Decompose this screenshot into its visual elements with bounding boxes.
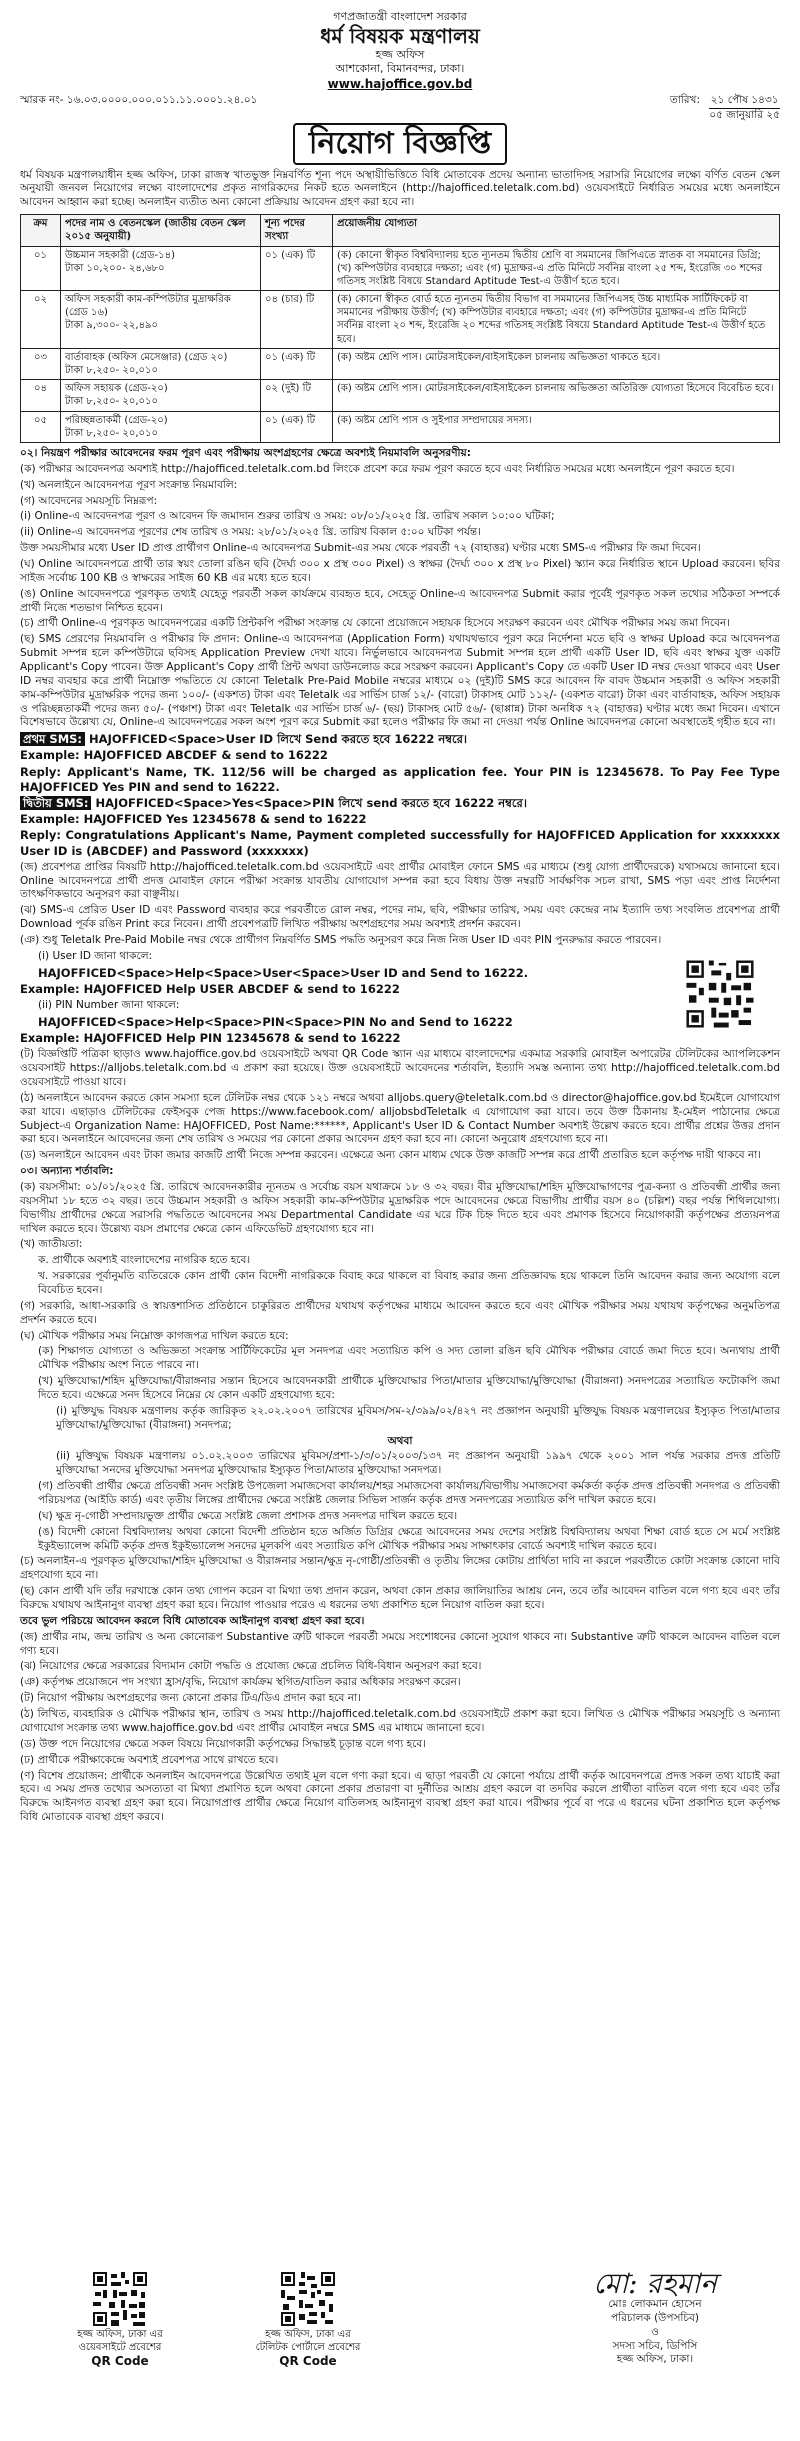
signatory-office: হজ্জ অফিস, ঢাকা। [616, 2353, 694, 2366]
sms-second-cmd: HAJOFFICED<Space>Yes<Space>PIN লিখে send করতে হবে 16222 নম্বরে। [95, 796, 527, 810]
page-title: নিয়োগ বিজ্ঞপ্তি [293, 123, 507, 165]
row-qualification: (ক) অষ্টম শ্রেণি পাস ও সুইপার সম্প্রদায়ের সদস্য। [333, 411, 780, 442]
post-scale: টাকা ৮,২৫০- ২০,০১০ [65, 365, 159, 377]
paragraph: (ঘ) ক্ষুদ্র নৃ-গোষ্ঠী সম্প্রদায়ভুক্ত প্রার্থীর ক্ষেত্রে সংশ্লিষ্ট জেলা প্রশাসক প্রদত্ত সনদপত্র দাখিল করতে হবে। [38, 1509, 458, 1522]
paragraph: ক. প্রার্থীকে অবশ্যই বাংলাদেশের নাগরিক হতে হবে। [38, 1254, 251, 1267]
paragraph: (ক) বয়সসীমা: ০১/০১/২০২৫ খ্রি. তারিখে আবেদনকারীর ন্যূনতম ও সর্বোচ্চ বয়স যথাক্রমে ১৮ ও ৩২ বছর। বীর মুক্তিযোদ্ধা/শহিদ মুক্তিযোদ্ধাগণের পুত্র-কন্যা ও প্রতিবন্ধী প্রার্থীর জন্য বয়সসীমা ১৮ হতে ৩২ বছর। তবে উচ্চমান সহকারী ও অফিস সহকারী কাম-কম্পিউটার মুদ্রাক্ষরিক পদে আবেদনের ক্ষেত্রে বিভাগীয় প্রার্থীর বয়স ৪০ (চল্লিশ) বছর পর্যন্ত শিথিলযোগ্য। বিভাগীয় প্রার্থীদের ক্ষেত্রে সরাসরি পদ্ধতিতে আবেদনের সময় Departmental Candidate এর ঘরে টিক চিহ্ন দিতে হবে এবং প্রমাণক হিসেবে নিয়োগকারী কর্তৃপক্ষের প্রত্যয়নপত্র দাখিল করতে হবে। উল্লেখ্য বয়স প্রমাণের ক্ষেত্রে কোন এফিডেভিট গ্রহণযোগ্য হবে না। [20, 1180, 780, 1235]
qr-label: QR Code [279, 2354, 337, 2369]
paragraph-or: অথবা [387, 1434, 413, 1447]
row-serial: ০৪ [21, 380, 61, 411]
signatory-role: সদস্য সচিব, ডিপিসি [612, 2339, 698, 2352]
paragraph: (ছ) কোন প্রার্থী যদি তাঁর দরখাস্তে কোন তথ্য গোপন করেন বা মিথ্যা তথ্য প্রদান করেন, অথবা কোন প্রকার জালিয়াতির আশ্রয় নেন, তবে তাঁর আবেদন বাতিল বলে গণ্য হবে এবং তাঁর বিরুদ্ধে যথাযথ আইনানুগ ব্যবস্থা গ্রহণ করা হবে। নিয়োগ পাওয়ার পরেও এ ধরনের তথ্য প্রকাশিত হলে নিয়োগ বাতিল করা হবে। [20, 1585, 780, 1612]
recover-uid-label: (i) User ID জানা থাকলে: [38, 949, 153, 962]
table-row [21, 291, 780, 349]
table-header-row [21, 215, 780, 246]
qr-code-icon[interactable] [91, 2270, 149, 2328]
govt-line: গণপ্রজাতন্ত্রী বাংলাদেশ সরকার [333, 10, 467, 23]
paragraph: (গ) প্রতিবন্ধী প্রার্থীর ক্ষেত্রে প্রতিবন্ধী সনদ সংশ্লিষ্ট উপজেলা সমাজসেবা কার্যালয়/শহর সমাজসেবা কার্যালয়/বিভাগীয় সমাজসেবা কর্মকর্তা কর্তৃক প্রদত্ত প্রতিবন্ধী সনদপত্র ও প্রতিবন্ধী পরিচয়পত্র (আইডি কার্ড) এবং তৃতীয় লিঙ্গের প্রার্থীদের ক্ষেত্রে সংশ্লিষ্ট জেলার সিভিল সার্জন কর্তৃক প্রদত্ত সনদপত্রের সত্যায়িত কপি দাখিল করতে হবে। [38, 1480, 780, 1507]
post-name: অফিস সহকারী কাম-কম্পিউটার মুদ্রাক্ষরিক (গ্রেড ১৬) [65, 294, 231, 319]
row-post [61, 291, 261, 349]
signatory-designation: পরিচালক (উপসচিব) [610, 2311, 700, 2324]
paragraph: (ড) উক্ত পদে নিয়োগের ক্ষেত্রে সকল বিষয়ে নিয়োগকারী কর্তৃপক্ষের সিদ্ধান্তই চূড়ান্ত বলে গণ্য হবে। [20, 1737, 426, 1750]
row-qualification: (ক) কোনো স্বীকৃত বোর্ড হতে ন্যূনতম দ্বিতীয় বিভাগ বা সমমানের জিপিএসহ উচ্চ মাধ্যমিক সার্টিফিকেট বা সমমানের পরীক্ষায় উত্তীর্ণ; (খ) কম্পিউটার ব্যবহারে দক্ষতা; এবং (গ) কম্পিউটার মুদ্রাক্ষর-এ প্রতি মিনিটে সর্বনিম্ন বাংলা ২০ শব্দ, ইংরেজি ২০ শব্দের গতিসহ সংশ্লিষ্ট বিষয়ে Standard Aptitude Test-এ উত্তীর্ণ হতে হবে। [333, 291, 780, 349]
qr-code-icon[interactable] [279, 2270, 337, 2328]
row-post [61, 246, 261, 291]
date-english: ০৫ জানুয়ারি ২৫ [709, 109, 780, 122]
sms-section [20, 732, 780, 858]
post-name: উচ্চমান সহকারী (গ্রেড-১৪) [65, 249, 176, 261]
memo-number: স্মারক নং- ১৬.০৩.০০০০.০০০.০১১.১১.০০০১.২৪.০১ [20, 94, 258, 107]
date-label: তারিখ: [669, 94, 700, 107]
memo-row [20, 94, 780, 123]
intro-paragraph: ধর্ম বিষয়ক মন্ত্রণালয়াধীন হজ্জ অফিস, ঢাকা রাজস্ব খাতভুক্ত নিম্নবর্ণিত শূন্য পদে অস্থায়ীভিত্তিতে বিধি মোতাবেক প্রদেয় অন্যান্য ভাতাদিসহ সরাসরি নিয়োগের লক্ষ্যে বর্ণিত বেতন স্কেল অনুযায়ী জনবল নিয়োগের লক্ষ্যে বাংলাদেশের প্রকৃত নাগরিকদের নিকট হতে অনলাইনে (http://hajofficed.teletalk.com.bd) ওয়েবসাইটে নির্ধারিত সময়ের মধ্যে অনলাইনে আবেদন আহ্বান করা হচ্ছে। অনলাইন ব্যতীত অন্য কোনো প্রক্রিয়ায় আবেদন গ্রহণ করা হবে না। [20, 168, 780, 209]
post-scale: টাকা ১০,২০০- ২৪,৬৮০ [65, 262, 165, 274]
paragraph: (খ) মুক্তিযোদ্ধা/শহিদ মুক্তিযোদ্ধা/বীরাঙ্গনার সন্তান হিসেবে আবেদনকারী প্রার্থীকে মুক্তিযোদ্ধার পিতা/মাতার মুক্তিযোদ্ধা/মুক্তিযোদ্ধা (বীরাঙ্গনা) সনদপত্রের সত্যায়িত ফটোকপি জমা দিতে হবে। এক্ষেত্রে সনদ হিসেবে নিম্নের যে কোন একটি গ্রহণযোগ্য হবে: [38, 1375, 780, 1402]
row-count: ০১ (এক) টি [261, 246, 333, 291]
paragraph: (ঞ) কর্তৃপক্ষ প্রয়োজনে পদ সংখ্যা হ্রাস/বৃদ্ধি, নিয়োগ কার্যক্রম স্থগিত/বাতিল করার অধিকার সংরক্ষণ করেন। [20, 1676, 461, 1689]
paragraph: (ii) মুক্তিযুদ্ধ বিষয়ক মন্ত্রণালয় ০১.০২.২০০৩ তারিখের মুবিমস/প্রশা-১/৩/০১/২০০৩/১৩৭ নং প্রজ্ঞাপন অনুযায়ী ১৯৯৭ থেকে ২০০১ সাল পর্যন্ত সরকার প্রদত্ত প্রতিটি মুক্তিযোদ্ধা সনদের মুক্তিযোদ্ধা সনদপত্র মুক্তিযোদ্ধার ইস্যুকৃত পিতা/মাতার মুক্তিযোদ্ধা সনদপত্র। [56, 1450, 780, 1477]
qr-caption: হজ্জ অফিস, ঢাকা এর টেলিটক পোর্টালে প্রবেশের [255, 2329, 361, 2354]
row-post [61, 348, 261, 379]
recover-pin-example: Example: HAJOFFICED Help PIN 12345678 & send to 16222 [20, 1031, 401, 1046]
col-serial: ক্রম [21, 215, 61, 246]
row-qualification: (ক) কোনো স্বীকৃত বিশ্ববিদ্যালয় হতে ন্যূনতম দ্বিতীয় শ্রেণি বা সমমানের জিপিএতে স্নাতক বা সমমানের ডিগ্রি; (খ) কম্পিউটার ব্যবহারে দক্ষতা; এবং (গ) মুদ্রাক্ষর-এ প্রতি মিনিটে সর্বনিম্ন বাংলা ২৫ শব্দ, ইংরেজি ৩০ শব্দের গতিসহ সংশ্লিষ্ট বিষয়ে Standard Aptitude Test-এ উত্তীর্ণ হতে হবে। [333, 246, 780, 291]
post-scale: টাকা ৯,৩০০- ২২,৪৯০ [65, 320, 159, 332]
recovery-section [20, 950, 780, 1046]
footer [20, 2267, 780, 2441]
row-count: ০১ (এক) টি [261, 411, 333, 442]
paragraph: (ii) Online-এ আবেদনপত্র পূরণের শেষ তারিখ ও সময়: ২৮/০১/২০২৫ খ্রি. তারিখ বিকাল ৫:০০ ঘটিকা পর্যন্ত। [20, 526, 481, 539]
col-post: পদের নাম ও বেতনস্কেল (জাতীয় বেতন স্কেল ২০১৫ অনুযায়ী) [61, 215, 261, 246]
signature-block [540, 2267, 770, 2367]
row-count: ০২ (দুই) টি [261, 380, 333, 411]
row-qualification: (ক) অষ্টম শ্রেণি পাস। মোটরসাইকেল/বাইসাইকেল চালনায় অভিজ্ঞতা থাকতে হবে। [333, 348, 780, 379]
signatory-role-conj: ও [651, 2325, 659, 2338]
row-count: ০৪ (চার) টি [261, 291, 333, 349]
paragraph: (ঝ) নিয়োগের ক্ষেত্রে সরকারের বিদ্যমান কোটা পদ্ধতি ও প্রযোজ্য ক্ষেত্রে প্রচলিত বিধি-বিধান অনুসরণ করা হবে। [20, 1660, 482, 1673]
row-post [61, 411, 261, 442]
paragraph: (ঝ) SMS-এ প্রেরিত User ID এবং Password ব্যবহার করে পরবর্তীতে রোল নম্বর, পদের নাম, ছবি, পরীক্ষার তারিখ, সময় এবং কেন্দ্রের নাম ইত্যাদি তথ্য সংবলিত প্রবেশপত্র প্রার্থী Download পূর্বক রঙিন Print করে নিবেন। প্রার্থী প্রবেশপত্রটি লিখিত পরীক্ষায় অংশগ্রহণের সময় অবশ্যই প্রদর্শন করবেন। [20, 904, 780, 931]
row-serial: ০৩ [21, 348, 61, 379]
qr-label: QR Code [91, 2354, 149, 2369]
qr-caption: হজ্জ অফিস, ঢাকা এর ওয়েবসাইটে প্রবেশের [77, 2329, 163, 2354]
recover-uid-example: Example: HAJOFFICED Help USER ABCDEF & send to 16222 [20, 981, 400, 996]
post-name: পরিচ্ছন্নতাকর্মী (গ্রেড-২০) [65, 414, 168, 426]
title-wrap [20, 123, 780, 165]
paragraph: (জ) প্রবেশপত্র প্রাপ্তির বিষয়টি http://hajofficed.teletalk.com.bd ওয়েবসাইটে এবং প্রার্থীর মোবাইল ফোনে SMS এর মাধ্যমে (শুধু যোগ্য প্রার্থীদেরকে) যথাসময়ে জানানো হবে। Online আবেদনপত্রে প্রার্থী প্রদত্ত মোবাইল ফোনে পরীক্ষা সংক্রান্ত যাবতীয় যোগাযোগ সম্পন্ন করা হবে বিধায় উক্ত নম্বরটি সার্বক্ষণিক সচল রাখা, SMS পড়া এবং প্রাপ্ত নির্দেশনা তাৎক্ষণিকভাবে অনুসরণ করা বাঞ্ছনীয়। [20, 860, 780, 901]
post-name: অফিস সহায়ক (গ্রেড-২০) [65, 383, 168, 395]
paragraph: খ. সরকারের পূর্বানুমতি ব্যতিরেকে কোন প্রার্থী কোন বিদেশী নাগরিককে বিবাহ করে থাকলে বা বিবাহ করার জন্য প্রতিজ্ঞাবদ্ধ হয়ে থাকলে তিনি আবেদন করার জন্য অযোগ্য বলে বিবেচিত হবেন। [38, 1270, 780, 1296]
sms-first-example: Example: HAJOFFICED ABCDEF & send to 16222 [20, 748, 328, 763]
ministry-name: ধর্ম বিষয়ক মন্ত্রণালয় [320, 23, 480, 48]
post-scale: টাকা ৮,২৫০- ২০,০১০ [65, 427, 159, 439]
row-serial: ০১ [21, 246, 61, 291]
paragraph: (ঘ) Online আবেদনপত্রে প্রার্থী তার স্বয়ং তোলা রঙিন ছবি (দৈর্ঘ্য ৩০০ x প্রস্থ ৩০০ Pixel) ও স্বাক্ষর (দৈর্ঘ্য ৩০০ x প্রস্থ ৮০ Pixel) স্ক্যান করে নির্ধারিত স্থানে Upload করবেন। ছবির সাইজ সর্বোচ্চ 100 KB ও স্বাক্ষরের সাইজ 60 KB এর মধ্যে হতে হবে। [20, 558, 780, 584]
paragraph: উক্ত সময়সীমার মধ্যে User ID প্রাপ্ত প্রার্থীগণ Online-এ আবেদনপত্র Submit-এর সময় থেকে পরবর্তী ৭২ (বাহাত্তর) ঘণ্টার মধ্যে SMS-এ পরীক্ষার ফি জমা দিবেন। [20, 542, 701, 555]
paragraph: (ক) পরীক্ষার আবেদনপত্র অবশ্যই http://hajofficed.teletalk.com.bd লিংকে প্রবেশ করে ফরম পূরণ করতে হবে এবং নির্ধারিত সময়ের মধ্যে অনলাইনে পূরণ করতে হবে। [20, 462, 735, 475]
post-name: বার্তাবাহক (অফিস মেসেঞ্জার) (গ্রেড ২০) [65, 351, 228, 363]
paragraph: (ঞ) শুধু Teletalk Pre-Paid Mobile নম্বর থেকে প্রার্থীগণ নিম্নবর্ণিত SMS পদ্ধতি অনুসরণ করে নিজ নিজ User ID এবং PIN পুনরুদ্ধার করতে পারবেন। [20, 933, 662, 946]
sms-second-tag: দ্বিতীয় SMS: [20, 796, 91, 810]
date-bangla: ২১ পৌষ ১৪৩১ [709, 94, 780, 109]
paragraph: (ছ) SMS প্রেরণের নিয়মাবলি ও পরীক্ষার ফি প্রদান: Online-এ আবেদনপত্র (Application Form) যথাযথভাবে পূরণ করে নির্দেশনা মতে ছবি ও স্বাক্ষর Upload করে আবেদনপত্র Submit সম্পন্ন হলে কম্পিউটারে ছবিসহ Application Preview দেখা যাবে। নির্ভুলভাবে আবেদনপত্র Submit সম্পন্ন হলে প্রার্থী একটি User ID, ছবি এবং স্বাক্ষর যুক্ত একটি Applicant's Copy পাবেন। উক্ত Applicant's Copy প্রার্থী প্রিন্ট অথবা ডাউনলোড করে সংরক্ষণ করবেন। Applicant's Copy তে একটি User ID নম্বর দেওয়া থাকবে এবং User ID নম্বর ব্যবহার করে প্রার্থী নিম্নোক্ত পদ্ধতিতে যে কোনো Teletalk Pre-Paid Mobile নম্বরের মাধ্যমে ০২ (দুই)টি SMS করে আবেদন ফি বাবদ উচ্চমান সহকারী ও অফিস সহকারী কাম-কম্পিউটার মুদ্রাক্ষরিক পদের জন্য ১০০/- (একশত) টাকা এবং Teletalk এর সার্ভিস চার্জ ১২/- (বারো) টাকাসহ মোট ১১২/- (একশত বারো) টাকা এবং বার্তাবাহক, অফিস সহায়ক ও পরিচ্ছন্নতাকর্মী পদের জন্য ৫০/- (পঞ্চাশ) টাকা এবং Teletalk এর সার্ভিস চার্জ ৬/- (ছয়) টাকাসহ মোট ৫৬/- (ছাপ্পান্ন) টাকা অনধিক ৭২ (বাহাত্তর) ঘণ্টার মধ্যে জমা দিবেন। এখানে বিশেষভাবে উল্লেখ্য যে, Online-এ আবেদনপত্রের সকল অংশ পূরণ করে Submit করা হলেও পরীক্ষার ফি জমা না দেওয়া পর্যন্ত Online আবেদনপত্র কোনো অবস্থাতেই গৃহীত হবে না। [20, 633, 780, 729]
office-name: হজ্জ অফিস [375, 47, 425, 61]
paragraph: (ণ) বিশেষ প্রয়োজন: প্রার্থীকে অনলাইন আবেদনপত্রে উল্লেখিত তথ্যই মূল বলে গণ্য করা হবে। এ ছাড়া পরবর্তী যে কোনো পর্যায়ে প্রার্থী কর্তৃক আবেদনপত্রে প্রদত্ত সকল তথ্য যাচাই করা হবে। এ সময় প্রদত্ত তথ্যের অসত্যতা বা মিথ্যা প্রমাণিত হলে অথবা কোনো প্রকার প্রতারণা বা দুর্নীতির আশ্রয় গ্রহণ করলে বা তদবির করলে প্রার্থীতা বাতিল বলে গণ্য হবে এবং তাঁর বিরুদ্ধে আইনগত ব্যবস্থা গ্রহণ করা হবে। নিয়োগপ্রাপ্ত প্রার্থীর ক্ষেত্রে নিয়োগ বাতিলসহ আইনানুগ ব্যবস্থা গ্রহণ করা যাবে। পরীক্ষার পূর্বে বা পরে এ ধরনের ঘটনা প্রকাশিত হলে কর্তৃপক্ষ বিধি মোতাবেক ব্যবস্থা গ্রহণ করবে। [20, 1769, 780, 1824]
vacancy-table [20, 214, 780, 443]
office-address: আশকোনা, বিমানবন্দর, ঢাকা। [335, 62, 465, 76]
col-count: শূন্য পদের সংখ্যা [261, 215, 333, 246]
date-block [670, 94, 780, 123]
paragraph: (ট) নিয়োগ পরীক্ষায় অংশগ্রহণের জন্য কোনো প্রকার টিএ/ডিএ প্রদান করা হবে না। [20, 1692, 361, 1705]
paragraph: তবে ভুল পরিচয়ে আবেদন করলে বিধি মোতাবেক আইনানুগ ব্যবস্থা গ্রহণ করা হবে। [20, 1614, 365, 1627]
instructions-section-2 [20, 861, 780, 948]
paragraph: (জ) প্রার্থীর নাম, জন্ম তারিখ ও অন্য কোনোরূপ Substantive ত্রুটি থাকলে পরবর্তী সময়ে সংশোধনের কোনো সুযোগ থাকবে না। Substantive ত্রুটি থাকলে আবেদন বাতিল বলে গণ্য হবে। [20, 1630, 780, 1657]
table-row [21, 380, 780, 411]
recover-pin-label: (ii) PIN Number জানা থাকলে: [38, 999, 180, 1012]
signatory-name: মোঃ লোকমান হোসেন [608, 2298, 702, 2310]
section-heading: ০৩। অন্যান্য শর্তাবলি: [20, 1165, 114, 1178]
paragraph: (ঙ) বিদেশী কোনো বিশ্ববিদ্যালয় অথবা কোনো বিদেশী প্রতিষ্ঠান হতে অর্জিত ডিগ্রির ক্ষেত্রে আবেদনের সময় দেশের সংশ্লিষ্ট বিশ্ববিদ্যালয় অথবা শিক্ষা বোর্ড হতে সে মর্মে সংশ্লিষ্ট ইকুইভ্যালেন্স কমিটি কর্তৃক প্রদত্ত ইকুইভ্যালেন্স সনদের মূলকপি এবং সত্যায়িত কপি মৌখিক পরীক্ষার সময় সাক্ষাৎকার বোর্ডে অবশ্যই দাখিল করতে হবে। [38, 1525, 780, 1552]
row-count: ০১ (এক) টি [261, 348, 333, 379]
recover-uid-cmd: HAJOFFICED<Space>Help<Space>User<Space>User ID and Send to 16222. [38, 965, 529, 980]
paragraph: (গ) আবেদনের সময়সূচি নিম্নরূপ: [20, 494, 158, 507]
qr-block-website [60, 2270, 180, 2370]
row-post [61, 380, 261, 411]
paragraph: (i) মুক্তিযুদ্ধ বিষয়ক মন্ত্রণালয় কর্তৃক জারিকৃত ২২.০২.২০০৭ তারিখের মুবিমস/সম-২/৩৯৯/০২/৪২৭ নং প্রজ্ঞাপন অনুযায়ী মুক্তিযুদ্ধ বিষয়ক মন্ত্রণালয়ের ইস্যুকৃত পিতা/মাতার মুক্তিযোদ্ধা/মুক্তিযোদ্ধা (বীরাঙ্গনা) সনদপত্র; [56, 1404, 780, 1431]
sms-second-example: Example: HAJOFFICED Yes 12345678 & send to 16222 [20, 812, 367, 827]
paragraph: (চ) প্রার্থী Online-এ পূরণকৃত আবেদনপত্রের একটি প্রিন্টকপি পরীক্ষা সংক্রান্ত যে কোনো প্রয়োজনে সহায়ক হিসেবে সংরক্ষণ করবেন এবং মৌখিক পরীক্ষার সময় জমা দিবেন। [20, 617, 731, 630]
table-row [21, 246, 780, 291]
instructions-section [20, 447, 780, 730]
qr-block-teletalk [248, 2270, 368, 2370]
sms-first-cmd: HAJOFFICED<Space>User ID লিখে Send করতে হবে 16222 নম্বরে। [89, 732, 468, 747]
instructions-section-3 [20, 1048, 780, 1825]
paragraph: (চ) অনলাইন-এ পূরণকৃত মুক্তিযোদ্ধা/শহিদ মুক্তিযোদ্ধা ও বীরাঙ্গনার সন্তান/ক্ষুদ্র নৃ-গোষ্ঠী/প্রতিবন্ধী ও তৃতীয় লিঙ্গের কোটায় প্রার্থিতা দাবি না করলে পরবর্তীতে কোটা সংক্রান্ত কোনো দাবি গ্রহণযোগ্য হবে না। [20, 1555, 780, 1582]
paragraph: (ঘ) মৌখিক পরীক্ষার সময় নিম্নোক্ত কাগজপত্র দাখিল করতে হবে: [20, 1329, 289, 1342]
table-row [21, 348, 780, 379]
col-qualification: প্রয়োজনীয় যোগ্যতা [333, 215, 780, 246]
row-serial: ০৫ [21, 411, 61, 442]
paragraph: (ট) বিজ্ঞপ্তিটি পত্রিকা ছাড়াও www.hajoffice.gov.bd ওয়েবসাইটে অথবা QR Code স্ক্যান এর মাধ্যমে বাংলাদেশের একমাত্র সরকারি মোবাইল অপারেটর টেলিটকের অ্যাপলিকেশন ওয়েবসাইট https://alljobs.teletalk.com.bd এ প্রকাশ করা হয়েছে। উক্ত ওয়েবসাইটে আবেদনের শর্তাবলি, ইত্যাদি সমস্ত অন্যান্য তথ্য http://hajofficed.teletalk.com.bd ওয়েবসাইটে পাওয়া যাবে। [20, 1048, 780, 1088]
header [20, 10, 780, 92]
qr-code-icon[interactable] [684, 958, 756, 1030]
sms-first-tag: প্রথম SMS: [20, 732, 85, 746]
paragraph: (i) Online-এ আবেদনপত্র পূরণ ও আবেদন ফি জমাদান শুরুর তারিখ ও সময়: ০৮/০১/২০২৫ খ্রি. তারিখ সকাল ১০:০০ ঘটিকা; [20, 510, 555, 523]
recover-pin-cmd: HAJOFFICED<Space>Help<Space>PIN<Space>PIN No and Send to 16222 [38, 1014, 513, 1029]
row-serial: ০২ [21, 291, 61, 349]
paragraph: (ঠ) লিখিত, ব্যবহারিক ও মৌখিক পরীক্ষার স্থান, তারিখ ও সময় http://hajofficed.teletalk.com.bd ওয়েবসাইটে প্রকাশ করা হবে। লিখিত ও মৌখিক পরীক্ষার সময়সূচি ও অন্যান্য যোগাযোগ সংক্রান্ত তথ্য www.hajoffice.gov.bd এবং প্রার্থীর মোবাইল নম্বরে SMS এর মাধ্যমে জানানো হবে। [20, 1708, 780, 1734]
section-heading: ০২। নিয়ন্ত্রণ পরীক্ষার আবেদনের ফরম পূরণ এবং পরীক্ষায় অংশগ্রহণের ক্ষেত্রে অবশ্যই নিয়মাবলি অনুসরণীয়: [20, 446, 471, 459]
signature-scribble: মো: রহমান [593, 2267, 717, 2300]
paragraph: (ক) শিক্ষাগত যোগ্যতা ও অভিজ্ঞতা সংক্রান্ত সার্টিফিকেটের মূল সনদপত্র এবং সত্যায়িত কপি ও সদ্য তোলা রঙিন ছবি মৌখিক পরীক্ষার বোর্ডে জমা দিতে হবে। অন্যথায় প্রার্থী মৌখিক পরীক্ষায় অংশ নিতে পারবে না। [38, 1345, 780, 1372]
website-link[interactable]: www.hajoffice.gov.bd [327, 76, 473, 91]
table-row [21, 411, 780, 442]
paragraph: (ঠ) অনলাইনে আবেদন করতে কোন সমস্যা হলে টেলিটক নম্বর থেকে ১২১ নম্বরে অথবা alljobs.query@teletalk.com.bd ও director@hajoffice.gov.bd ইমেইলে যোগাযোগ করা যাবে। এছাড়াও টেলিটকের ফেইসবুক পেজ https://www.facebook.com/ alljobsbdTeletalk এ যোগাযোগ করা যাবে। তবে উক্ত ঠিকানায় ই-মেইল পাঠানোর ক্ষেত্রে Subject-এ Organization Name: HAJOFFICED, Post Name:******, Applicant's User ID & Contact Number অবশ্যই উল্লেখ করতে হবে। প্রার্থীর প্রশ্নের উত্তর প্রদান করা হবে। অনলাইনে আবেদনের জন্য শেষ তারিখ ও সময়ের পর কোনো প্রকার আবেদন গ্রহণ করা হবে না। কোনো অনুরোধ গ্রহণযোগ্য হবে না। [20, 1091, 780, 1146]
post-scale: টাকা ৮,২৫০- ২০,০১০ [65, 396, 159, 408]
sms-first-reply: Reply: Applicant's Name, TK. 112/56 will be charged as application fee. Your PIN is 12345678. To Pay Fee Type HAJOFFICED Yes PIN and send to 16222. [20, 764, 780, 794]
paragraph: (খ) অনলাইনে আবেদনপত্র পূরণ সংক্রান্ত নিয়মাবলি: [20, 478, 238, 491]
sms-second [20, 796, 780, 811]
sms-second-reply: Reply: Congratulations Applicant's Name, Payment completed successfully for HAJOFFICED Application for xxxxxxxx User ID is (ABCDEF) and Password (xxxxxxx) [20, 828, 780, 858]
paragraph: (খ) জাতীয়তা: [20, 1238, 83, 1251]
paragraph: (ঙ) Online আবেদনপত্রে পূরণকৃত তথ্যই যেহেতু পরবর্তী সকল কার্যক্রমে ব্যবহৃত হবে, সেহেতু Online-এ আবেদনপত্র Submit করার পূর্বেই পূরণকৃত সকল তথ্যের সঠিকতা সম্পর্কে প্রার্থী নিজে শতভাগ নিশ্চিত হবেন। [20, 587, 780, 614]
paragraph: (গ) সরকারি, আধা-সরকারি ও স্বায়ত্তশাসিত প্রতিষ্ঠানে চাকুরিরত প্রার্থীদের যথাযথ কর্তৃপক্ষের মাধ্যমে আবেদন করতে হবে এবং মৌখিক পরীক্ষার সময় যথাযথ কর্তৃপক্ষের অনুমতিপত্র প্রদর্শন করতে হবে। [20, 1299, 780, 1326]
sms-first [20, 732, 780, 747]
paragraph: (ঢ) প্রার্থীকে পরীক্ষাকেন্দ্রে অবশ্যই প্রবেশপত্র সাথে রাখতে হবে। [20, 1753, 279, 1766]
paragraph: (ড) অনলাইনে আবেদন এবং টাকা জমার কাজটি প্রার্থী নিজে সম্পন্ন করবেন। এক্ষেত্রে অন্য কোন মাধ্যম থেকে উক্ত কাজটি সম্পন্ন করে প্রার্থী প্রতারিত হলে কর্তৃপক্ষ দায়ী থাকবে না। [20, 1149, 762, 1162]
row-qualification: (ক) অষ্টম শ্রেণি পাস। মোটরসাইকেল/বাইসাইকেল চালনায় অভিজ্ঞতা অতিরিক্ত যোগ্যতা হিসেবে বিবেচিত হবে। [333, 380, 780, 411]
